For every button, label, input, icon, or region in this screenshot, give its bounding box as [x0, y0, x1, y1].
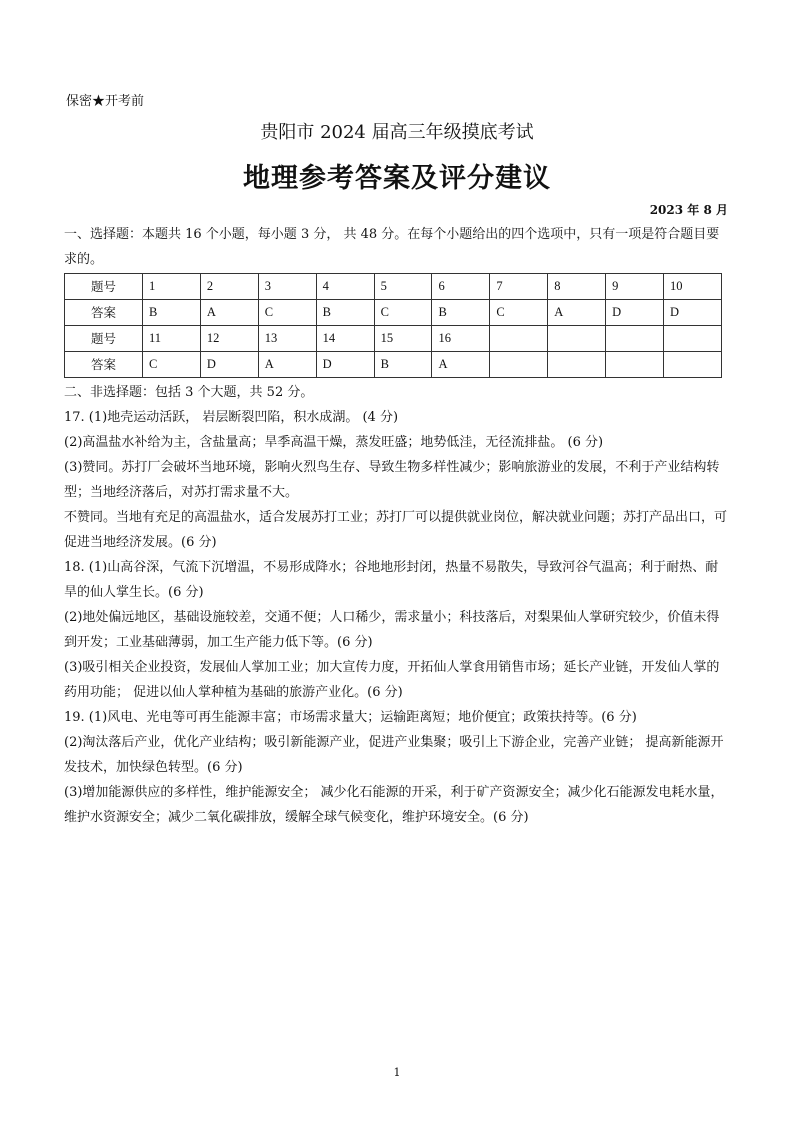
table-cell: D — [200, 352, 258, 378]
q17-part3-agree: (3)赞同。苏打厂会破坏当地环境，影响火烈鸟生存、导致生物多样性减少；影响旅游业的发展，不利于产业结构转型；当地经济落后，对苏打需求量不大。 — [64, 460, 720, 500]
table-cell: 4 — [316, 274, 374, 300]
table-cell: 15 — [374, 326, 432, 352]
table-cell: C — [258, 300, 316, 326]
q19-part2: (2)淘汰落后产业，优化产业结构；吸引新能源产业，促进产业集聚；吸引上下游企业，完善产业链； 提高新能源开发技术，加快绿色转型。(6 分) — [64, 735, 724, 775]
table-cell: A — [432, 352, 490, 378]
section1-heading: 一、选择题：本题共 16 个小题，每小题 3 分， 共 48 分。在每个小题给出的四个选项中，只有一项是符合题目要求的。 — [64, 227, 720, 267]
table-row-label: 答案 — [65, 352, 143, 378]
table-cell: C — [490, 300, 548, 326]
table-row-answers — [65, 300, 722, 326]
q17-part1: 17. (1)地壳运动活跃， 岩层断裂凹陷，积水成湖。 (4 分) — [64, 410, 399, 425]
table-cell: C — [374, 300, 432, 326]
table-cell — [664, 326, 722, 352]
table-cell: D — [606, 300, 664, 326]
table-cell: D — [316, 352, 374, 378]
q17-part2: (2)高温盐水补给为主，含盐量高；旱季高温干燥，蒸发旺盛；地势低洼，无径流排盐。 (6 分) — [64, 435, 604, 450]
confidential-label: 保密★开考前 — [66, 94, 145, 109]
page-number: 1 — [393, 1066, 401, 1079]
table-cell: A — [258, 352, 316, 378]
table-cell: B — [374, 352, 432, 378]
table-cell: 8 — [548, 274, 606, 300]
exam-date: 2023 年 8 月 — [649, 203, 728, 217]
table-cell: C — [143, 352, 201, 378]
answer-table — [64, 273, 722, 378]
q19-part1: 19. (1)风电、光电等可再生能源丰富；市场需求量大；运输距离短；地价便宜；政策扶持等。(6 分) — [64, 710, 637, 725]
exam-title: 贵阳市 2024 届高三年级摸底考试 — [260, 122, 534, 143]
table-cell: 12 — [200, 326, 258, 352]
table-cell — [490, 326, 548, 352]
q19-part3: (3)增加能源供应的多样性，维护能源安全； 减少化石能源的开采，利于矿产资源安全；减少化石能源发电耗水量，维护水资源安全；减少二氧化碳排放，缓解全球气候变化，维护环境安全。(6 分) — [64, 785, 724, 825]
table-row-label: 题号 — [65, 326, 143, 352]
table-cell: 5 — [374, 274, 432, 300]
table-row-answers — [65, 352, 722, 378]
table-cell — [664, 352, 722, 378]
document-body — [64, 222, 728, 830]
table-cell: 6 — [432, 274, 490, 300]
table-cell: D — [664, 300, 722, 326]
table-cell: 14 — [316, 326, 374, 352]
page-title: 地理参考答案及评分建议 — [243, 163, 551, 194]
table-row-question-numbers — [65, 274, 722, 300]
table-cell: 10 — [664, 274, 722, 300]
table-cell — [606, 352, 664, 378]
q18-part3: (3)吸引相关企业投资，发展仙人掌加工业；加大宣传力度，开拓仙人掌食用销售市场；延长产业链，开发仙人掌的药用功能； 促进以仙人掌种植为基础的旅游产业化。(6 分) — [64, 660, 720, 700]
table-cell: A — [548, 300, 606, 326]
table-cell: B — [316, 300, 374, 326]
table-cell: 9 — [606, 274, 664, 300]
table-cell — [490, 352, 548, 378]
table-cell: 16 — [432, 326, 490, 352]
table-row-question-numbers — [65, 326, 722, 352]
q18-part1: 18. (1)山高谷深，气流下沉增温，不易形成降水；谷地地形封闭，热量不易散失，导致河谷气温高；利于耐热、耐旱的仙人掌生长。(6 分) — [64, 560, 719, 600]
table-row-label: 答案 — [65, 300, 143, 326]
table-cell: 7 — [490, 274, 548, 300]
table-cell: B — [432, 300, 490, 326]
q17-part3-disagree: 不赞同。当地有充足的高温盐水，适合发展苏打工业；苏打厂可以提供就业岗位，解决就业问题；苏打产品出口，可促进当地经济发展。(6 分) — [64, 510, 728, 550]
table-cell: B — [143, 300, 201, 326]
table-cell: 1 — [143, 274, 201, 300]
table-cell — [548, 352, 606, 378]
q18-part2: (2)地处偏远地区，基础设施较差，交通不便；人口稀少，需求量小；科技落后，对梨果仙人掌研究较少，价值未得到开发；工业基础薄弱，加工生产能力低下等。(6 分) — [64, 610, 720, 650]
table-row-label: 题号 — [65, 274, 143, 300]
table-cell — [606, 326, 664, 352]
table-cell: A — [200, 300, 258, 326]
table-cell: 2 — [200, 274, 258, 300]
table-cell: 11 — [143, 326, 201, 352]
section2-heading: 二、非选择题：包括 3 个大题，共 52 分。 — [64, 385, 314, 400]
table-cell — [548, 326, 606, 352]
table-cell: 3 — [258, 274, 316, 300]
table-cell: 13 — [258, 326, 316, 352]
